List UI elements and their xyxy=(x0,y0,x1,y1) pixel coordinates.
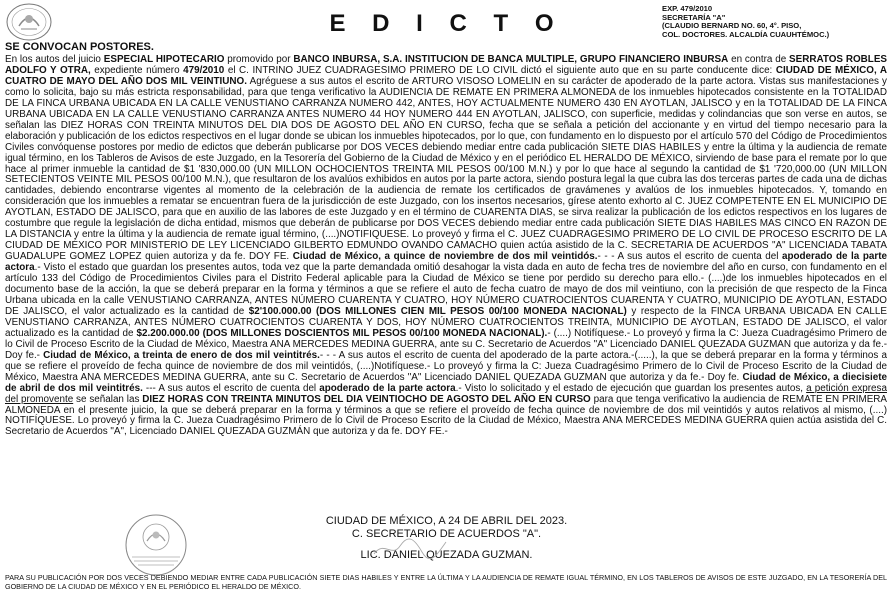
body-bold: $2'100.000.00 (DOS MILLONES CIEN MIL PESOS 00/100 MONEDA NACIONAL) xyxy=(248,305,627,317)
body-bold: SERRATOS ROBLES ADOLFO Y OTRA, xyxy=(5,54,887,76)
body-bold: Ciudad de México, a quince de noviembre de dos mil veintidós. xyxy=(292,251,598,263)
body-text: En los autos del juicio xyxy=(5,54,104,65)
body-bold: CIUDAD DE MÉXICO, A CUATRO DE MAYO DEL AÑO DOS MIL VEINTIUNO. xyxy=(5,64,887,87)
address-line-1: (CLAUDIO BERNARD NO. 60, 4°. PISO, xyxy=(662,21,802,31)
convocan-heading: SE CONVOCAN POSTORES. xyxy=(5,41,154,53)
signature-name: LIC. DANIEL QUEZADA GUZMAN. xyxy=(360,549,533,561)
body-text: - (....) Notifíquese.- Lo proveyó y firma la C: Jueza Cuadragésimo Primero de lo Civil de Proceso Escrito de la Ciudad de México, Maestra ANA MERCEDES MEDINA GUERRA, ante su C. Secretario de Acuerdos "A" Licenciado DANIEL QUEZADA GUZMAN que autoriza y da fe.- Doy fe.- xyxy=(5,327,888,361)
case-reference xyxy=(662,5,887,39)
body-bold: 479/2010 xyxy=(183,64,225,76)
case-number: EXP. 479/2010 xyxy=(662,4,713,13)
body-text: para que tenga verificativo la audiencia de REMATE EN PRIMERA ALMONEDA en el presente juicio, la que se deberá preparar en la forma y términos a que se refiere el proveído de fecha quince de noviembre de dos mil veintidós y autos relativos al mismo, (....) NOTIFÍQUESE. Lo proveyó y firma la C. Jueza Cuadragésimo Primero de lo Civil de Proceso Escrito de la Ciudad de México, Maestra ANA MERCEDES MEDINA GUERRA quien actúa asistida del C. Secretario de Acuerdos "A", Licenciado DANIEL QUEZADA GUZMÁN que autoriza y da fe. DOY FE.- xyxy=(5,393,888,438)
body-bold: apoderado de la parte actora xyxy=(5,251,887,274)
body-text: promovido por xyxy=(224,54,294,65)
signature-place-date: CIUDAD DE MÉXICO, A 24 DE ABRIL DEL 2023. xyxy=(325,515,568,527)
body-bold: BANCO INBURSA, S.A. INSTITUCION DE BANCA MULTIPLE, GRUPO FINANCIERO INBURSA xyxy=(293,54,729,65)
body-bold: ESPECIAL HIPOTECARIO xyxy=(103,54,225,65)
body-text: --- A sus autos el escrito de cuenta del xyxy=(142,382,320,394)
body-bold: apoderado de la parte actora xyxy=(319,382,456,394)
body-text: el C. INTRINO JUEZ CUADRAGESIMO PRIMERO DE LO CIVIL dictó el siguiente auto que en su parte conducente dice: xyxy=(224,64,776,76)
body-text: .- Visto lo solicitado y el estado de ejecución que guardan los presentes autos, xyxy=(455,382,807,394)
body-bold: Ciudad de México, a diecisiete de abril de dos mil veintitrés. xyxy=(5,371,887,394)
signature-role: C. SECRETARIO DE ACUERDOS "A". xyxy=(351,528,542,540)
body-text: .- Visto el estado que guardan los presentes autos, toda vez que la parte demandada omitió desahogar la vista dada en auto de fecha tres de noviembre del año en curso, con fundamento en el artículo 133 del Código de Procedimientos Civiles para el Distrito Federal aplicable para la Ciudad de México se tiene por perdido su derecho para ello.- (....)de los inmuebles hipotecados en el documento base de la acción, la que se deberá preparar en la forma y términos a que se refiere el auto de fecha cuatro de mayo de dos mil veintiuno, con la precisión de que respecto de la Finca Urbana ubicada en la calle VENUSTIANO CARRANZA, ANTES NÚMERO CUARENTA Y CUATRO, HOY NÚMERO CUATROCIENTOS CUARENTA Y CUATRO, MUNICIPIO DE AYOTLAN, ESTADO DE JALISCO, el valor actualizado es la cantidad de xyxy=(5,262,887,317)
body-bold: DIEZ HORAS CON TREINTA MINUTOS DEL DIA VEINTIOCHO DE AGOSTO DEL AÑO EN CURSO xyxy=(142,393,591,405)
body-text: - - - A sus autos el escrito de cuenta del xyxy=(597,251,782,263)
body-text: en contra de xyxy=(728,54,790,65)
body-text: expediente número xyxy=(90,64,184,76)
document-title: E D I C T O xyxy=(329,10,564,37)
address-line-2: COL. DOCTORES. ALCALDÍA CUAUHTÉMOC.) xyxy=(662,29,830,39)
edict-body xyxy=(5,55,887,438)
body-text: se señalan las xyxy=(73,393,143,405)
body-underlined: a petición expresa del promovente xyxy=(5,382,887,405)
handwritten-signature xyxy=(370,536,450,560)
body-text: y respecto de la FINCA URBANA UBICADA EN CALLE VENUSTIANO CARRANZA, ANTES NÚMERO CUATROCIENTOS CUARENTA Y DOS, HOY NÚMERO CUATROCIENTOS TREINTA, MUNICIPIO DE AYOTLAN, ESTADO DE JALISCO, el valor actualizado es la cantidad de xyxy=(5,305,887,339)
publication-footer: PARA SU PUBLICACIÓN POR DOS VECES DEBIENDO MEDIAR ENTRE CADA PUBLICACIÓN SIETE DIAS HABILES Y ENTRE LA ÚLTIMA Y LA AUDIENCIA DE REMATE IGUAL TÉRMINO, EN LOS TABLEROS DE AVISOS DE ESTE JUZGADO, EN LA TESORERÍA DEL GOBIERNO DE LA CIUDAD DE MÉXICO Y EN EL PERIÓDICO EL HERALDO DE MÉXICO. xyxy=(5,573,887,591)
body-bold: Ciudad de México, a treinta de enero de dos mil veintitrés. xyxy=(43,349,320,361)
body-text: Agréguese a sus autos el escrito de ARTURO VISOSO LOMELIN en su carácter de apoderado de la parte actora. Vistas sus manifestaciones y como lo solicita, bajo su más estricta responsabilidad, para que tenga verificativo la AUDIENCIA DE REMATE EN PRIMERA ALMONEDA de los inmuebles hipotecados consistente en la TOTALIDAD DE LA FINCA URBANA UBICADA EN LA CALLE VENUSTIANO CARRANZA NUMERO 442, ANTES, HOY ACTUALMENTE NUMERO 430 EN AYOTLAN, JALISCO y en la TOTALIDAD DE LA FINCA URBANA UBICADA EN LA CALLE VENUSTIANO CARRANZA ANTES NUMERO 44 HOY NUMERO 444 EN AYOTLAN, JALISCO, con superficie, medidas y colindancias que son verse en autos, se señalan las DIEZ HORAS CON TREINTA MINUTOS DEL DIA DOS DE AGOSTO DEL AÑO EN CURSO, fecha que se señala a petición del accionante y en virtud del tiempo necesario para la elaboración y publicación de los edictos respectivos en el lugar donde se ubican los inmuebles hipotecados, por lo que, con fundamento en lo dispuesto por el artículo 570 del Código de Procedimientos Civiles convóquense postores por medio de edictos que deberán publicarse por DOS VECES debiendo mediar entre cada publicación SIETE DIAS HABILES y entre la última y la audiencia de remate igual término, en los Tableros de Avisos de este Juzgado, en la Tesorería del Gobierno de la Ciudad de México y en el periódico EL HERALDO DE MÉXICO, sirviendo de base para el remate por lo que hace al primer inmueble la cantidad de $1 '830,000.00 (UN MILLON OCHOCIENTOS TREINTA MIL PESOS 00/100 M.N.) y por lo que hace al segundo la cantidad de $1 '720,000.00 (UN MILLON SETECIENTOS VEINTE MIL PESOS 00/100 M.N.), que resultaron de los avalúos exhibidos en autos por la parte actora, siendo postura legal la que cubra las dos terceras partes de cada una de dichas cantidades, debiendo encontrarse vigentes al momento de la celebración de la audiencia de remate los certificados de gravámenes y avalúos de los inmuebles hipotecados. Y, tomando en consideración que los inmuebles a rematar se encuentran fuera de la jurisdicción de este Juzgado, con los insertos necesarios, gírese atento exhorto al C. JUEZ COMPETENTE EN EL MUNICIPIO DE AYOTLAN, ESTADO DE JALISCO, para que en auxilio de las labores de este Juzgado y en el término de CUARENTA DIAS, se sirva realizar la publicación de los edictos respectivos en los lugares de costumbre que regule la legislación de dicha entidad, mismos que deberán de publicarse por DOS VECES debiendo mediar entre cada publicación SIETE DIAS HABILES MAS CINCO EN RAZON DE LA DISTANCIA y entre la última y la audiencia de remate igual término, (....)NOTIFIQUESE. Lo proveyó y firma el C. JUEZ CUADRAGESIMO PRIMERO DE LO CIVIL DE PROCESO ESCRITO DE LA CIUDAD DE MÉXICO POR MINISTERIO DE LEY LICENCIADO GILBERTO EDMUNDO OVANDO CAMACHO quien actúa asistido de la C. SECRETARIA DE ACUERDOS "A" LICENCIADA TABATA GUADALUPE GOMEZ LOPEZ quien autoriza y da fe. DOY FE. xyxy=(5,75,887,263)
body-text: - - - A sus autos el escrito de cuenta del apoderado de la parte actora.-(.....), la que se deberá preparar en la forma y términos a que se refiere el proveído de fecha quince de noviembre de dos mil veintidós, (....)Notifíquese.- Lo proveyó y firma la C: Jueza Cuadragésimo Primero de lo Civil de Proceso Escrito de la Ciudad de México, Maestra ANA MERCEDES MEDINA GUERRA, ante su C. Secretario de Acuerdos "A" Licenciado DANIEL QUEZADA GUZMAN que autoriza y da fe.- Doy fe. xyxy=(5,349,887,383)
body-bold: $2.200.000.00 (DOS MILLONES DOSCIENTOS MIL PESOS 00/100 MONEDA NACIONAL). xyxy=(136,327,548,339)
secretaria: SECRETARÍA "A" xyxy=(662,12,726,22)
